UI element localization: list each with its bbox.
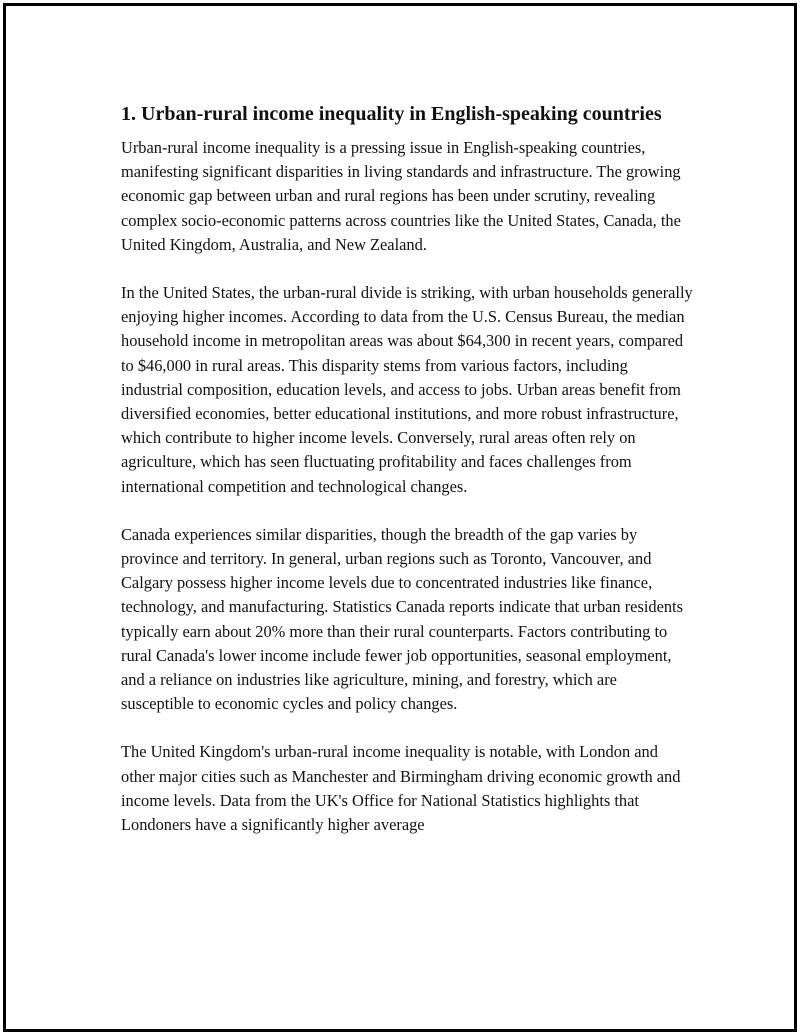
paragraph-united-states: In the United States, the urban-rural divide is striking, with urban households generally enjoying higher incomes. According to data from the U.S. Census Bureau, the median household income in metropolitan areas was about $64,300 in recent years, compared to $46,000 in rural areas. This disparity stems from various factors, including industrial composition, education levels, and access to jobs. Urban areas benefit from diversified economies, better educational institutions, and more robust infrastructure, which contribute to higher income levels. Conversely, rural areas often rely on agriculture, which has seen fluctuating profitability and faces challenges from international competition and technological changes. [121, 283, 693, 496]
page-frame [3, 3, 797, 1032]
paragraph-intro: Urban-rural income inequality is a pressing issue in English-speaking countries, manifesting significant disparities in living standards and infrastructure. The growing economic gap between urban and rural regions has been under scrutiny, revealing complex socio-economic patterns across countries like the United States, Canada, the United Kingdom, Australia, and New Zealand. [121, 138, 681, 254]
paragraph-united-kingdom: The United Kingdom's urban-rural income inequality is notable, with London and other major cities such as Manchester and Birmingham driving economic growth and income levels. Data from the UK's Office for National Statistics highlights that Londoners have a significantly higher average [121, 742, 681, 835]
document-body [121, 100, 693, 861]
paragraph-canada: Canada experiences similar disparities, though the breadth of the gap varies by province and territory. In general, urban regions such as Toronto, Vancouver, and Calgary possess higher income levels due to concentrated industries like finance, technology, and manufacturing. Statistics Canada reports indicate that urban residents typically earn about 20% more than their rural counterparts. Factors contributing to rural Canada's lower income include fewer job opportunities, seasonal employment, and a reliance on industries like agriculture, mining, and forestry, which are susceptible to economic cycles and policy changes. [121, 524, 683, 714]
section-heading: 1. Urban-rural income inequality in English-speaking countries [121, 103, 662, 125]
